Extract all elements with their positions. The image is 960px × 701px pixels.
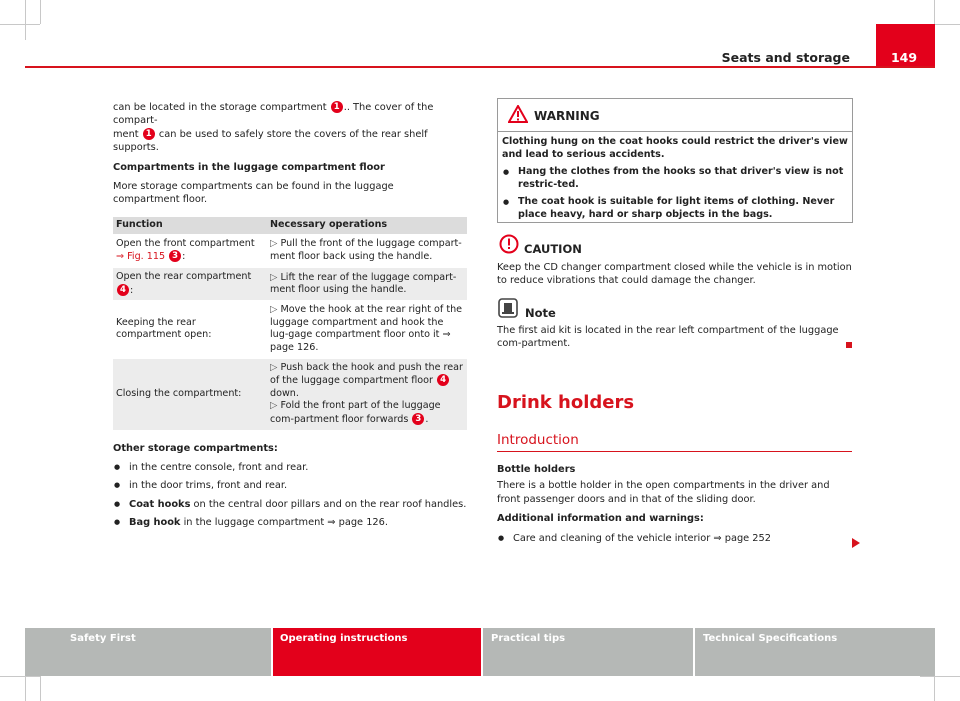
warning-text: Clothing hung on the coat hooks could restrict the driver's view and lead to serious accidents. <box>502 136 848 160</box>
tab-operating-instructions[interactable] <box>273 628 481 676</box>
note-text: The first aid kit is located in the rear left compartment of the luggage com-partment. <box>497 325 839 350</box>
list-item: ● The coat hook is suitable for light items of clothing. Never place heavy, hard or sharp objects in the bags. <box>502 196 848 221</box>
bottle-section <box>497 463 852 550</box>
other-heading: Other storage compartments: <box>113 442 278 454</box>
bottle-text: There is a bottle holder in the open compartments in the driver and front passenger doors and in that of the sliding door. <box>497 480 830 505</box>
marker-3: 3 <box>412 413 424 425</box>
bottle-heading: Bottle holders <box>497 464 576 475</box>
marker-3: 3 <box>169 250 181 262</box>
crop-mark <box>40 676 41 701</box>
step-arrow-icon: ▷ <box>270 400 278 412</box>
warning-title: WARNING <box>534 109 600 123</box>
function-text: Open the rear compartment <box>116 271 252 283</box>
tab-label: Operating instructions <box>280 633 408 644</box>
caution-text: Keep the CD changer compartment closed while the vehicle is in motion to reduce vibrations that could damage the changer. <box>497 262 852 287</box>
crop-mark <box>25 0 26 40</box>
header-rule <box>25 66 935 68</box>
left-column <box>113 101 469 535</box>
crop-mark <box>0 676 40 677</box>
marker-4: 4 <box>437 374 449 386</box>
operation-text: Move the hook at the rear right of the luggage compartment and hook the lug-gage compartment floor onto it ⇒ page 126. <box>270 304 463 353</box>
table-cell: Closing the compartment: <box>113 358 267 429</box>
crop-mark <box>0 24 40 25</box>
intro-text: ment <box>113 128 142 140</box>
step-arrow-icon: ▷ <box>270 271 278 283</box>
tab-technical-specifications[interactable] <box>695 628 935 676</box>
heading-rule <box>497 451 852 452</box>
marker-1: 1 <box>331 101 343 113</box>
table-cell: Open the front compartment ⇒ Fig. 115 3 : <box>113 234 267 267</box>
section-heading: Drink holders <box>497 392 635 413</box>
note-icon <box>498 298 518 318</box>
luggage-text: More storage compartments can be found in the luggage compartment floor. <box>113 181 394 206</box>
list-item: ● in the door trims, front and rear. <box>113 479 469 492</box>
crop-mark <box>920 676 960 677</box>
step-arrow-icon: ▷ <box>270 304 278 316</box>
page-number: 149 <box>890 50 918 65</box>
caution-icon <box>499 234 519 254</box>
caution-title: CAUTION <box>524 242 582 256</box>
section-end-marker <box>846 342 852 348</box>
continue-arrow-icon <box>852 538 860 548</box>
tab-label: Safety First <box>70 633 136 644</box>
additional-heading: Additional information and warnings: <box>497 513 704 525</box>
operation-text: Fold the front part of the luggage com-partment floor forwards <box>270 400 441 425</box>
operation-text: Push back the hook and push the rear of the luggage compartment floor <box>270 361 463 387</box>
operation-text: Lift the rear of the luggage compart-ment floor using the handle. <box>270 271 457 296</box>
operation-text: Pull the front of the luggage compart-ment floor back using the handle. <box>270 238 462 262</box>
list-item: ● in the centre console, front and rear. <box>113 461 469 474</box>
table-row <box>113 268 467 301</box>
intro-text: can be located in the storage compartment <box>113 102 330 113</box>
list-item: ● Bag hook in the luggage compartment ⇒ page 126. <box>113 516 469 529</box>
intro-text: can be used to safely store the covers of the rear shelf supports. <box>113 128 428 154</box>
table-cell: ▷ Push back the hook and push the rear of the luggage compartment floor 4 down. ▷ Fold the front part of the luggage com-partment floor forwards 3 . <box>267 358 467 429</box>
operation-text: down. <box>270 387 299 399</box>
table-row <box>113 301 467 358</box>
tab-label: Technical Specifications <box>703 633 838 644</box>
table-cell <box>267 268 467 301</box>
subsection-heading: Introduction <box>497 432 579 448</box>
tab-label: Practical tips <box>491 633 566 644</box>
table-header: Necessary operations <box>267 217 467 235</box>
list-item: ● Care and cleaning of the vehicle interior ⇒ page 252 <box>497 532 852 545</box>
list-item: ● Hang the clothes from the hooks so that driver's view is not restric-ted. <box>502 166 848 191</box>
intro-paragraph <box>113 101 469 155</box>
luggage-heading: Compartments in the luggage compartment floor <box>113 161 385 173</box>
table-row <box>113 358 467 429</box>
marker-4: 4 <box>117 284 129 296</box>
function-text: Open the front compartment <box>116 237 255 249</box>
marker-1: 1 <box>143 128 155 140</box>
figure-link[interactable]: ⇒ Fig. 115 <box>116 251 166 263</box>
table-cell: Keeping the rear compartment open: <box>113 301 267 358</box>
table-cell <box>267 301 467 358</box>
step-arrow-icon: ▷ <box>270 361 278 373</box>
tab-safety-first[interactable] <box>25 628 271 676</box>
operations-table <box>113 217 467 430</box>
step-arrow-icon: ▷ <box>270 238 278 250</box>
warning-triangle-icon <box>508 105 528 123</box>
table-cell <box>267 234 467 267</box>
crop-mark <box>40 0 41 24</box>
table-header: Function <box>113 217 267 235</box>
tab-practical-tips[interactable] <box>483 628 693 676</box>
table-cell: Open the rear compartment 4 : <box>113 268 267 301</box>
warning-box <box>497 98 853 223</box>
warning-body <box>498 132 852 231</box>
list-item: ● Coat hooks on the central door pillars and on the rear roof handles. <box>113 498 469 511</box>
note-title: Note <box>525 306 556 320</box>
chapter-title: Seats and storage <box>721 50 850 65</box>
warning-header <box>498 99 852 132</box>
intro-text: .. The cover of the compart- <box>113 102 434 127</box>
table-row <box>113 234 467 267</box>
